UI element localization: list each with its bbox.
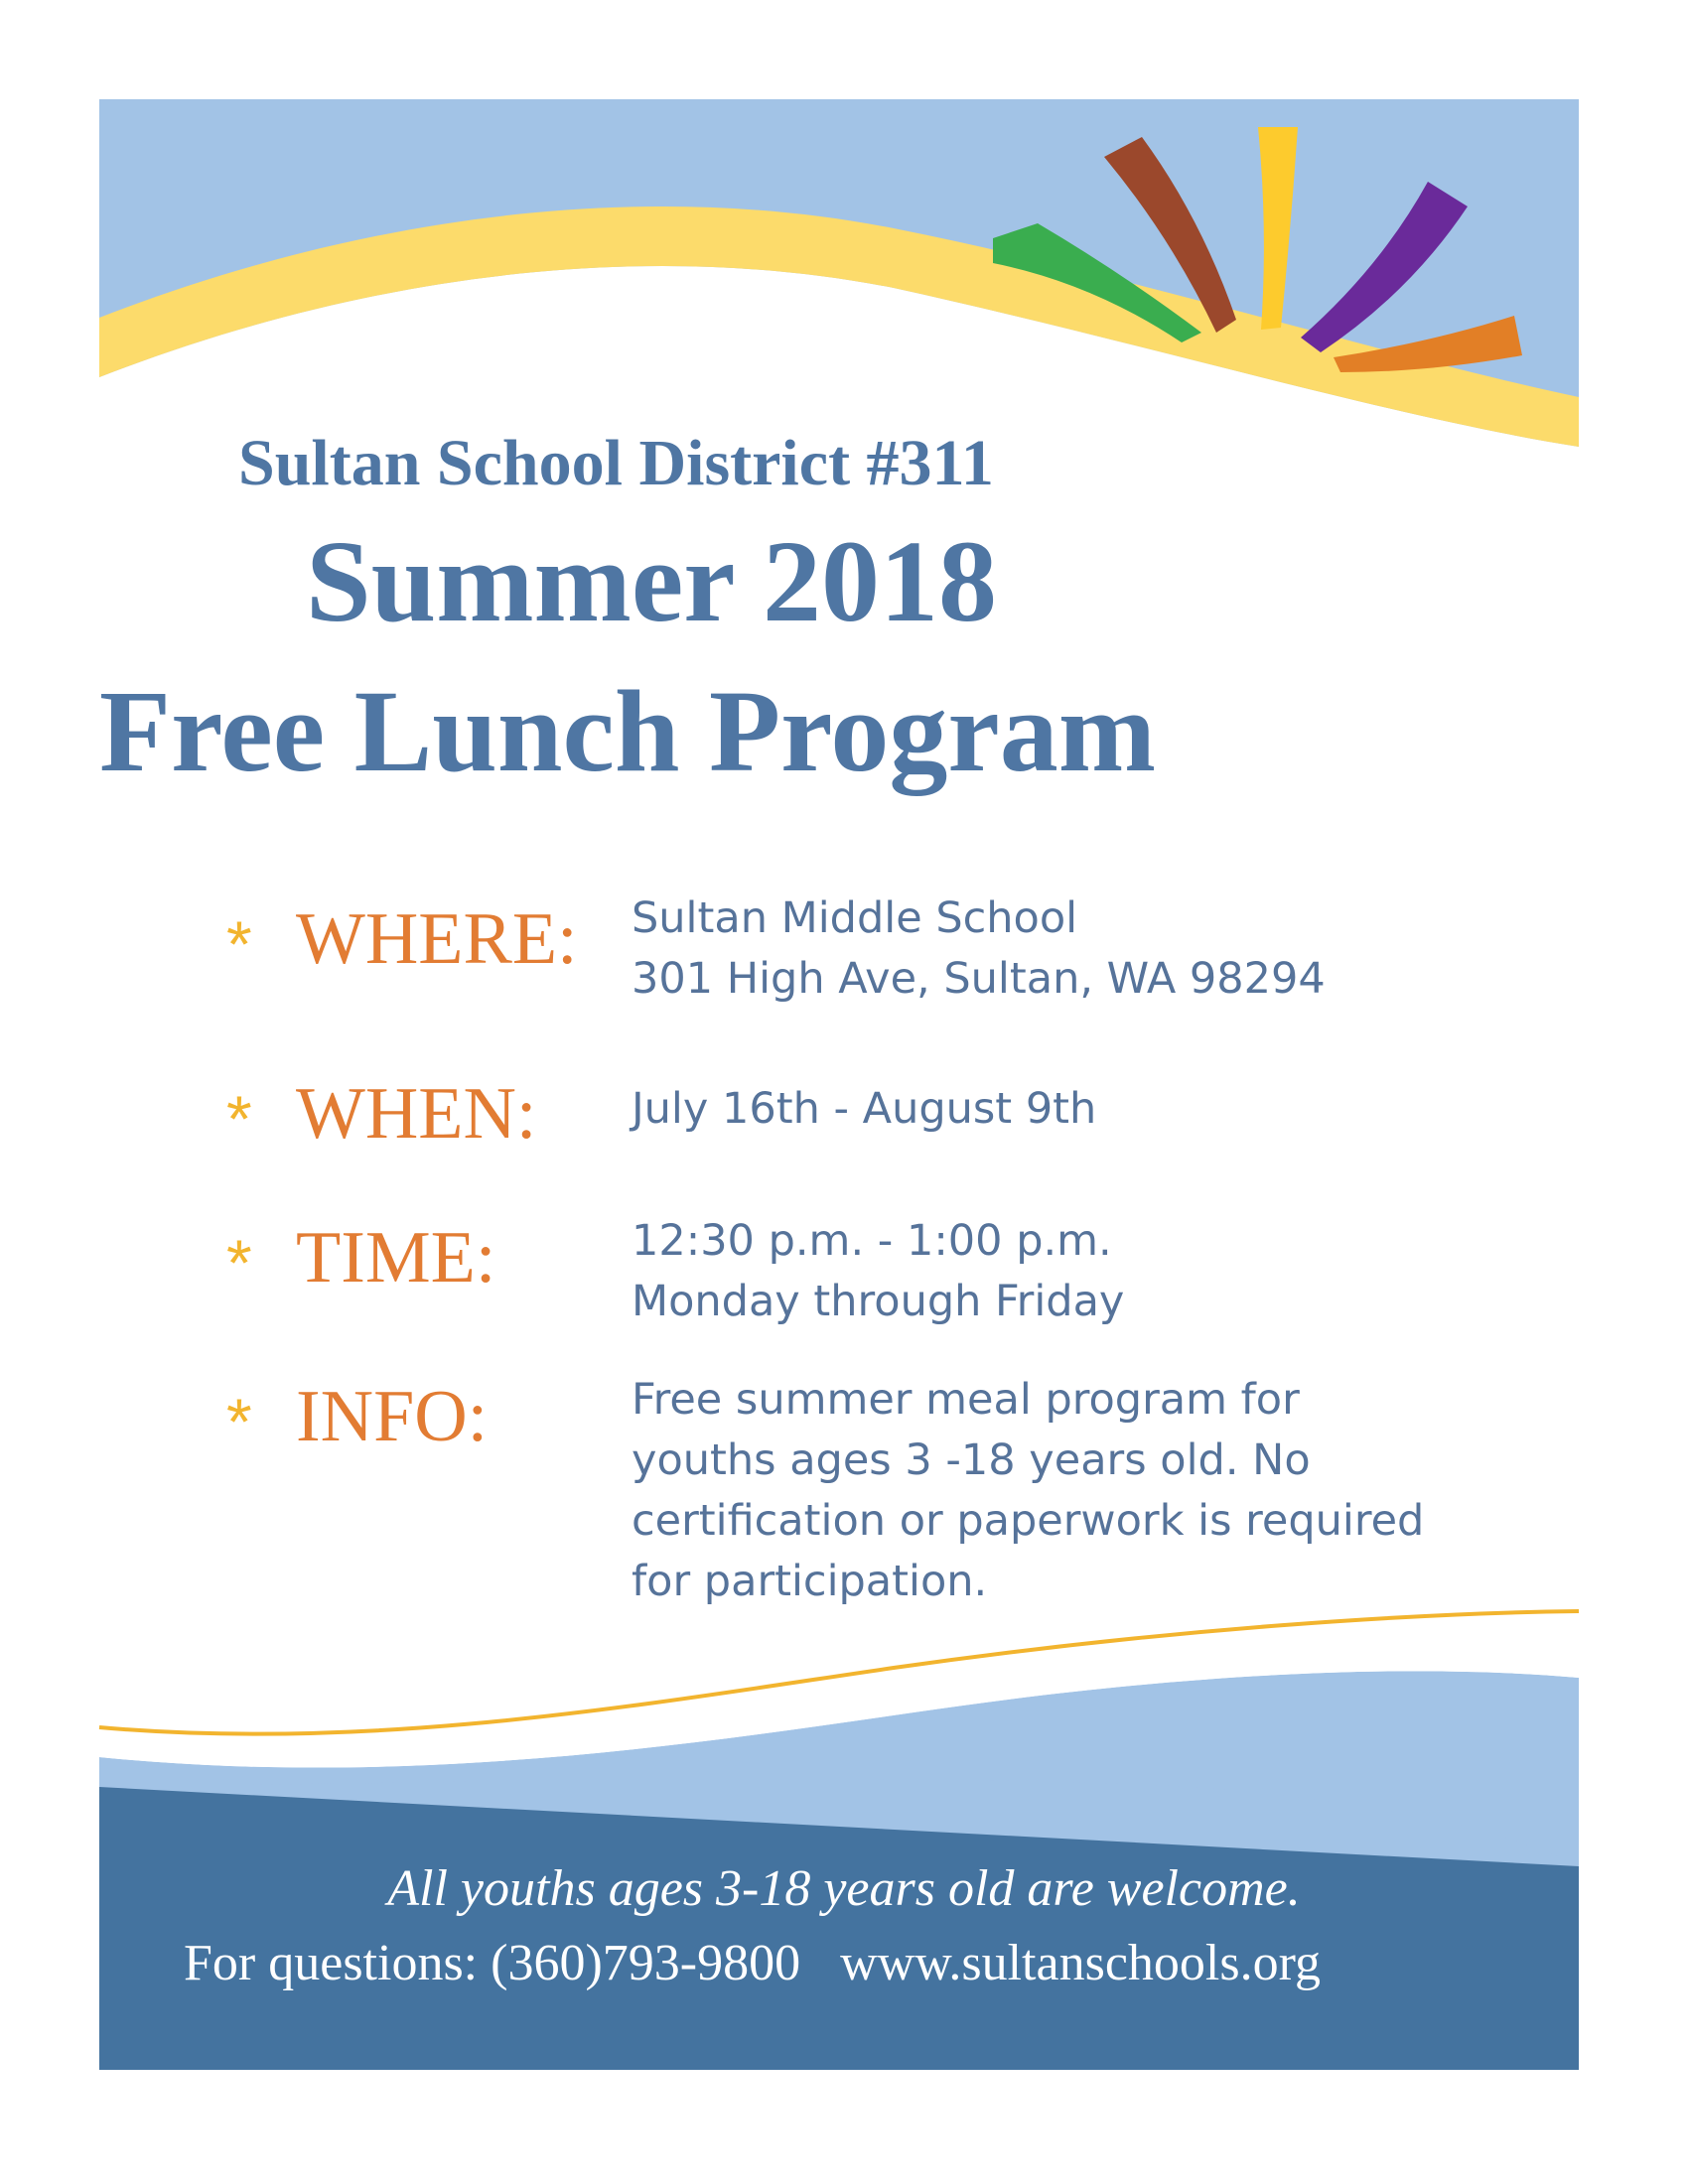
where-value xyxy=(632,888,1326,1010)
footer-contact xyxy=(184,1935,1321,1991)
info-line: certification or paperwork is required xyxy=(632,1496,1425,1546)
footer-website-link[interactable]: www.sultanschools.org xyxy=(840,1935,1321,1991)
bullet-star-icon: * xyxy=(226,907,252,981)
bullet-star-icon: * xyxy=(226,1385,252,1458)
info-line: youths ages 3 -18 years old. No xyxy=(632,1435,1311,1485)
time-value xyxy=(632,1211,1124,1332)
footer-welcome: All youths ages 3-18 years old are welcome. xyxy=(387,1860,1301,1917)
time-line: Monday through Friday xyxy=(632,1277,1125,1326)
bullet-star-icon: * xyxy=(226,1226,252,1299)
bullet-star-icon: * xyxy=(226,1082,252,1156)
when-label: WHEN: xyxy=(296,1073,537,1155)
district-name: Sultan School District #311 xyxy=(238,427,994,499)
when-value xyxy=(632,1079,1096,1140)
footer-questions-phone: For questions: (360)793-9800 xyxy=(184,1935,801,1991)
where-label: WHERE: xyxy=(296,898,578,980)
when-line: July 16th - August 9th xyxy=(632,1084,1097,1134)
info-line: for participation. xyxy=(632,1557,988,1606)
info-label: INFO: xyxy=(296,1376,489,1457)
time-label: TIME: xyxy=(296,1217,496,1298)
time-line: 12:30 p.m. - 1:00 p.m. xyxy=(632,1216,1112,1266)
page-title-line2: Free Lunch Program xyxy=(99,666,1157,796)
info-value xyxy=(632,1370,1424,1612)
page-title-line1: Summer 2018 xyxy=(306,516,997,646)
info-line: Free summer meal program for xyxy=(632,1375,1300,1425)
where-line: 301 High Ave, Sultan, WA 98294 xyxy=(632,954,1326,1004)
where-line: Sultan Middle School xyxy=(632,893,1078,943)
